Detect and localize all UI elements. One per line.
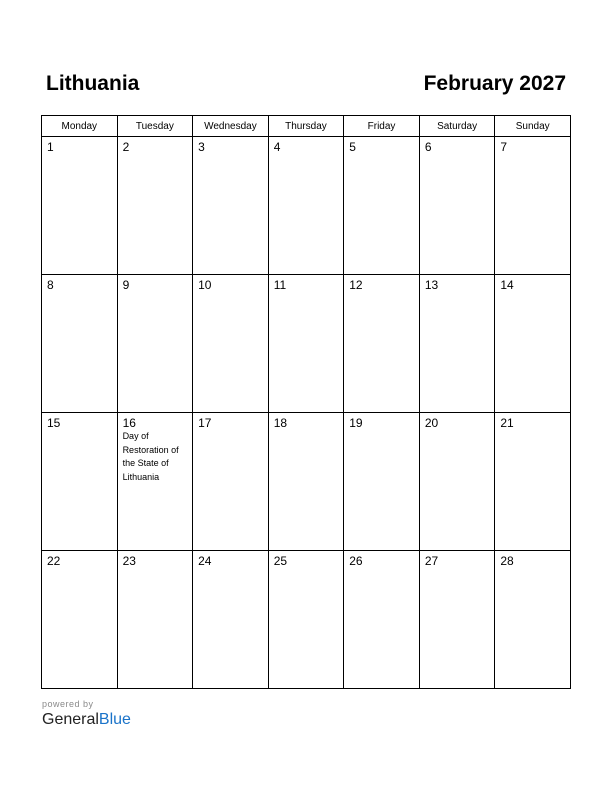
day-cell xyxy=(42,551,118,689)
weekday-header: Monday xyxy=(42,116,118,137)
day-number: 27 xyxy=(424,554,439,568)
weekday-header-row xyxy=(42,116,571,137)
day-cell xyxy=(42,137,118,275)
day-number: 6 xyxy=(424,140,432,154)
day-number: 13 xyxy=(424,278,439,292)
day-cell xyxy=(193,413,269,551)
brand-name-second: Blue xyxy=(98,711,131,728)
day-number: 3 xyxy=(198,140,205,154)
day-cell xyxy=(117,275,193,413)
day-number: 20 xyxy=(424,416,439,430)
month-year-title: February 2027 xyxy=(423,72,566,95)
day-number: 17 xyxy=(198,416,212,430)
weekday-header: Saturday xyxy=(419,116,495,137)
day-number: 1 xyxy=(47,140,54,154)
day-number: 14 xyxy=(500,278,514,292)
day-cell xyxy=(268,137,344,275)
brand-name-first: General xyxy=(42,711,99,728)
weekday-header: Thursday xyxy=(268,116,344,137)
holiday-label: Day of Restoration of the State of Lithuania xyxy=(122,431,179,482)
day-cell xyxy=(495,275,571,413)
week-row xyxy=(42,137,571,275)
day-cell xyxy=(268,275,344,413)
day-number: 2 xyxy=(122,140,130,154)
day-number: 23 xyxy=(122,554,136,568)
week-row xyxy=(42,275,571,413)
day-number: 24 xyxy=(198,554,212,568)
day-number: 22 xyxy=(47,554,61,568)
day-cell xyxy=(419,551,495,689)
day-number: 8 xyxy=(47,278,54,292)
day-number: 18 xyxy=(273,416,288,430)
day-cell xyxy=(193,137,269,275)
day-cell xyxy=(344,413,420,551)
day-number: 19 xyxy=(349,416,363,430)
day-cell xyxy=(344,137,420,275)
day-cell xyxy=(419,137,495,275)
day-number: 25 xyxy=(273,554,288,568)
weekday-header: Friday xyxy=(344,116,420,137)
day-cell xyxy=(268,413,344,551)
weekday-header: Tuesday xyxy=(117,116,193,137)
day-number: 5 xyxy=(349,140,356,154)
day-number: 10 xyxy=(198,278,212,292)
day-number: 26 xyxy=(349,554,363,568)
brand-logo[interactable] xyxy=(42,710,131,730)
day-cell xyxy=(42,275,118,413)
week-row xyxy=(42,413,571,551)
day-cell xyxy=(419,275,495,413)
day-cell xyxy=(117,413,193,551)
day-number: 21 xyxy=(500,416,514,430)
day-cell xyxy=(268,551,344,689)
day-cell xyxy=(344,551,420,689)
day-cell xyxy=(495,413,571,551)
day-cell xyxy=(495,551,571,689)
footer-branding xyxy=(42,698,131,730)
day-number: 4 xyxy=(273,140,281,154)
day-cell xyxy=(42,413,118,551)
day-cell xyxy=(193,551,269,689)
weekday-header: Sunday xyxy=(495,116,571,137)
day-cell xyxy=(117,137,193,275)
calendar-grid xyxy=(41,115,571,689)
day-cell xyxy=(419,413,495,551)
week-row xyxy=(42,551,571,689)
day-cell xyxy=(495,137,571,275)
weekday-header: Wednesday xyxy=(193,116,269,137)
day-cell xyxy=(193,275,269,413)
country-title: Lithuania xyxy=(46,72,140,95)
day-number: 9 xyxy=(122,278,130,292)
day-number: 12 xyxy=(349,278,363,292)
day-number: 7 xyxy=(500,140,508,154)
day-number: 28 xyxy=(500,554,514,568)
day-cell xyxy=(117,551,193,689)
day-number: 15 xyxy=(47,416,61,430)
day-number: 11 xyxy=(273,278,287,292)
day-number: 16 xyxy=(122,416,136,430)
powered-by-text: powered by xyxy=(42,699,94,709)
day-cell xyxy=(344,275,420,413)
